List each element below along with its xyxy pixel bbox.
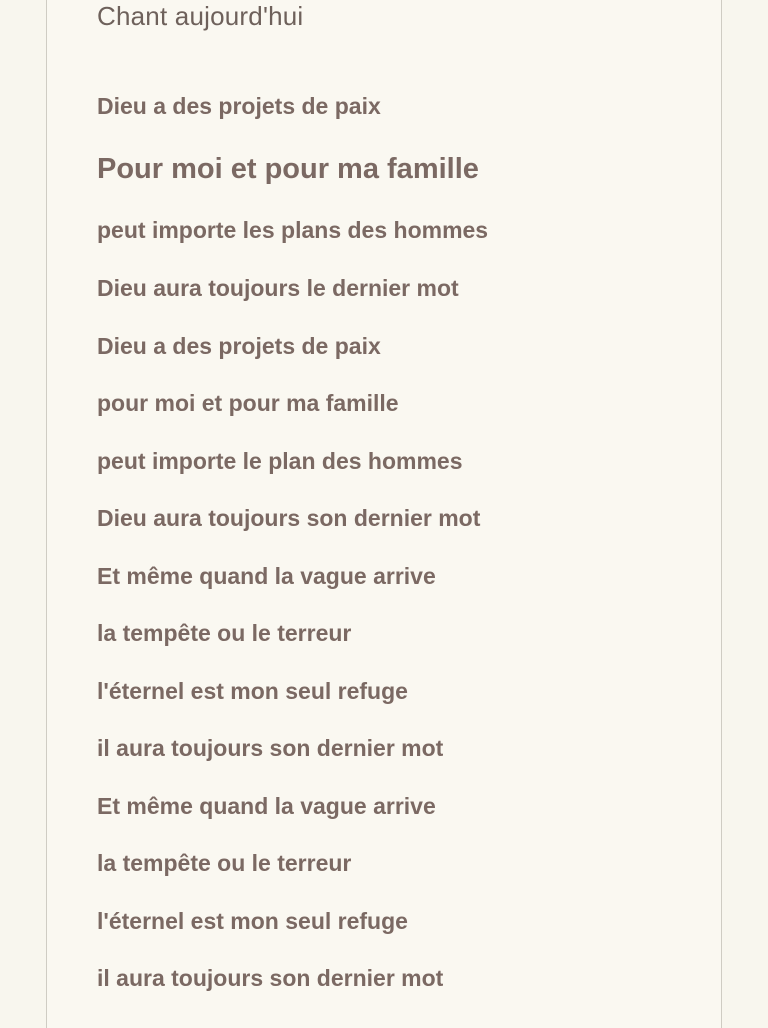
lyric-line-9: Et même quand la vague arrive (97, 563, 436, 589)
lyric-line-6: pour moi et pour ma famille (97, 390, 399, 416)
lyric-line-13: Et même quand la vague arrive (97, 793, 436, 819)
lyric-line-12: il aura toujours son dernier mot (97, 735, 444, 761)
lyric-line-4: Dieu aura toujours le dernier mot (97, 275, 459, 301)
lyric-line-1: Dieu a des projets de paix (97, 93, 381, 119)
lyric-line-2: Pour moi et pour ma famille (97, 153, 479, 185)
lyric-line-5: Dieu a des projets de paix (97, 333, 381, 359)
lyric-line-14: la tempête ou le terreur (97, 850, 352, 876)
lyric-line-3: peut importe les plans des hommes (97, 217, 489, 243)
lyric-line-16: il aura toujours son dernier mot (97, 965, 444, 991)
lyric-line-7: peut importe le plan des hommes (97, 448, 463, 474)
lyric-line-10: la tempête ou le terreur (97, 620, 352, 646)
lyric-line-11: l'éternel est mon seul refuge (97, 678, 408, 704)
lyric-line-15: l'éternel est mon seul refuge (97, 908, 408, 934)
lyric-line-8: Dieu aura toujours son dernier mot (97, 505, 481, 531)
song-title: Chant aujourd'hui (97, 1, 304, 31)
